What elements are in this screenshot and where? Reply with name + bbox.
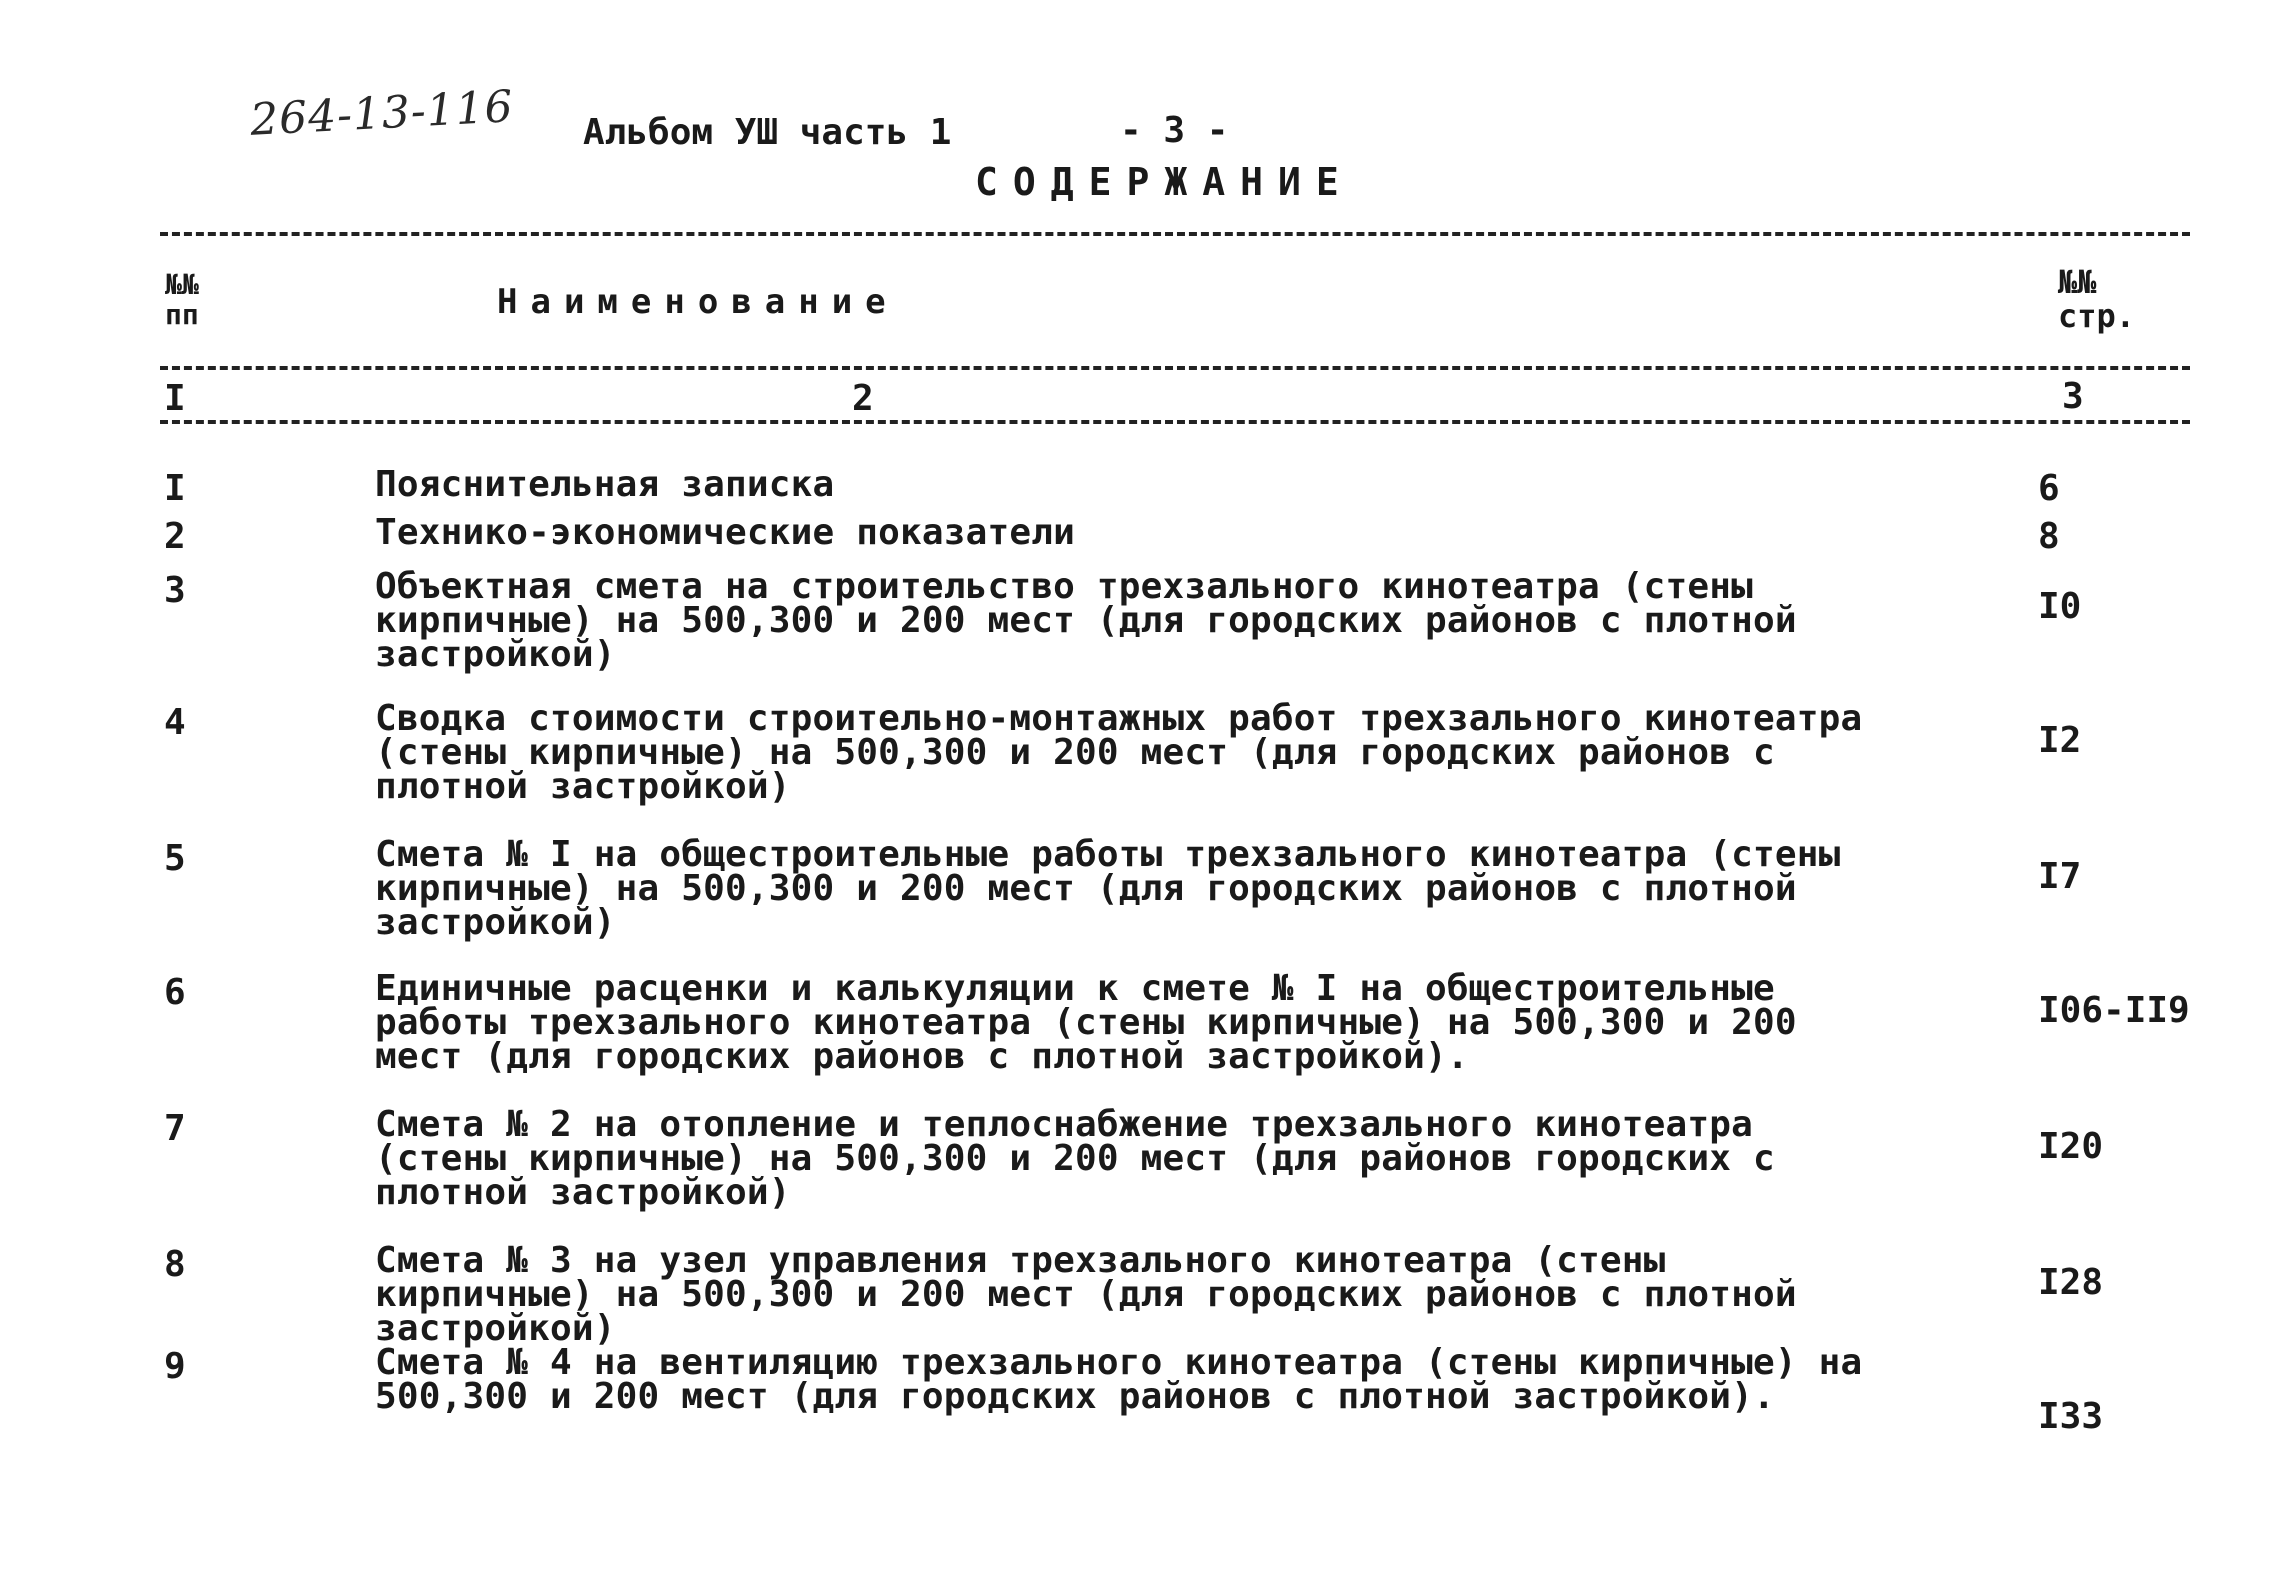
item-title: Технико-экономические показатели bbox=[375, 512, 1075, 553]
item-title: Пояснительная записка bbox=[375, 464, 835, 505]
item-number: 3 bbox=[164, 570, 186, 611]
item-title: Сводка стоимости строительно-монтажных работ трехзального кинотеатра (стены кирпичные) на 500,300 и 200 мест (для городских районов с плотной застройкой) bbox=[375, 698, 1863, 807]
item-page: 6 bbox=[2038, 468, 2060, 509]
item-page: I20 bbox=[2038, 1126, 2104, 1167]
page-column-header bbox=[2058, 265, 2135, 333]
item-page: I33 bbox=[2038, 1396, 2104, 1437]
num-column-label-top: №№ bbox=[165, 268, 199, 301]
divider-top bbox=[160, 232, 2190, 236]
item-number: 8 bbox=[164, 1244, 186, 1285]
item-title: Смета № 2 на отопление и теплоснабжение трехзального кинотеатра (стены кирпичные) на 500,300 и 200 мест (для районов городских с плотной застройкой) bbox=[375, 1104, 1775, 1213]
item-number: 4 bbox=[164, 702, 186, 743]
divider-index bbox=[160, 420, 2190, 424]
column-index-2: 2 bbox=[852, 378, 874, 419]
item-title: Смета № 3 на узел управления трехзального кинотеатра (стены кирпичные) на 500,300 и 200 мест (для городских районов с плотной застройкой) bbox=[375, 1240, 1797, 1349]
document-code: 264-13-116 bbox=[248, 81, 515, 146]
column-index-3: 3 bbox=[2062, 376, 2084, 417]
item-page: I2 bbox=[2038, 720, 2082, 761]
item-title: Объектная смета на строительство трехзального кинотеатра (стены кирпичные) на 500,300 и 200 мест (для городских районов с плотной застройкой) bbox=[375, 566, 1797, 675]
page-title: СОДЕРЖАНИЕ bbox=[975, 160, 1354, 204]
item-page: I0 bbox=[2038, 586, 2082, 627]
item-title: Единичные расценки и калькуляции к смете № I на общестроительные работы трехзального кинотеатра (стены кирпичные) на 500,300 и 200 мест (для городских районов с плотной застройкой). bbox=[375, 968, 1797, 1077]
item-number: 7 bbox=[164, 1108, 186, 1149]
item-number: 5 bbox=[164, 838, 186, 879]
divider-header bbox=[160, 366, 2190, 370]
page-column-label-top: №№ bbox=[2058, 263, 2097, 301]
item-number: I bbox=[164, 468, 186, 509]
page-column-label-bottom: стр. bbox=[2058, 297, 2136, 335]
num-column-label-bottom: пп bbox=[165, 298, 199, 331]
item-number: 9 bbox=[164, 1346, 186, 1387]
item-page: I7 bbox=[2038, 856, 2082, 897]
column-index-1: I bbox=[164, 378, 186, 419]
item-number: 2 bbox=[164, 516, 186, 557]
item-title: Смета № 4 на вентиляцию трехзального кинотеатра (стены кирпичные) на 500,300 и 200 мест (для городских районов с плотной застройкой). bbox=[375, 1342, 1863, 1417]
item-page: I28 bbox=[2038, 1262, 2104, 1303]
num-column-header bbox=[165, 270, 199, 330]
item-number: 6 bbox=[164, 972, 186, 1013]
name-column-header: Наименование bbox=[497, 282, 899, 322]
item-page: I06-II9 bbox=[2038, 990, 2190, 1031]
item-page: 8 bbox=[2038, 516, 2060, 557]
item-title: Смета № I на общестроительные работы трехзального кинотеатра (стены кирпичные) на 500,300 и 200 мест (для городских районов с плотной застройкой) bbox=[375, 834, 1841, 943]
page-number: - 3 - bbox=[1120, 110, 1229, 151]
album-label: Альбом УШ часть 1 bbox=[583, 112, 952, 153]
